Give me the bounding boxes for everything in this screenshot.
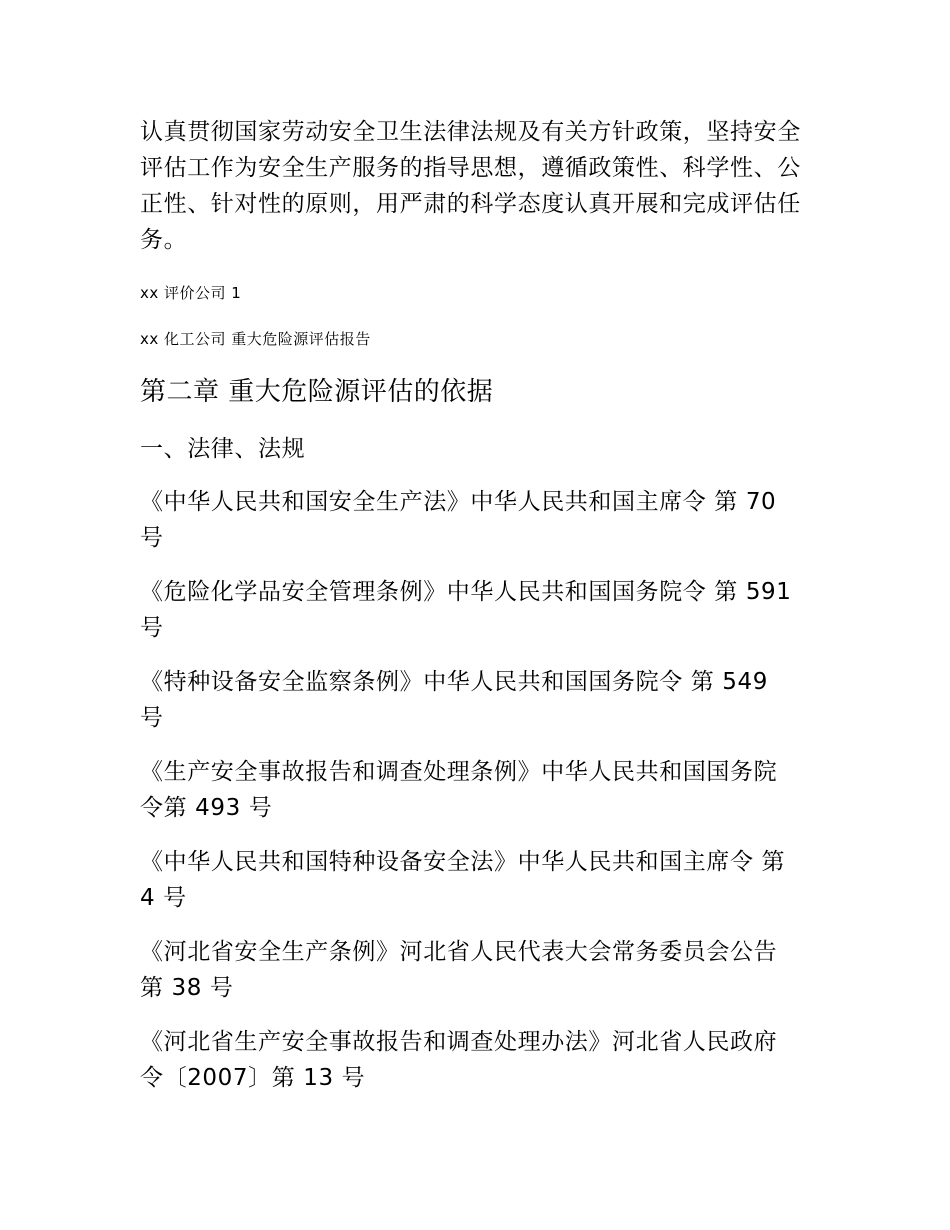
- intro-paragraph: 认真贯彻国家劳动安全卫生法律法规及有关方针政策，坚持安全评估工作为安全生产服务的指导思想，遵循政策性、科学性、公正性、针对性的原则，用严肃的科学态度认真开展和完成评估任务。: [140, 119, 801, 253]
- report-title-line: xx 化工公司 重大危险源评估报告: [140, 330, 371, 348]
- law-item-line1: 《河北省生产安全事故报告和调查处理办法》河北省人民政府: [140, 1029, 778, 1055]
- law-item-line1: 《中华人民共和国安全生产法》中华人民共和国主席令 第 70: [140, 489, 777, 515]
- law-item: [140, 934, 820, 1006]
- chapter-title: 第二章 重大危险源评估的依据: [140, 377, 494, 407]
- law-item-line2: 号: [140, 705, 164, 731]
- law-item-line1: 《特种设备安全监察条例》中华人民共和国国务院令 第 549: [140, 669, 768, 695]
- law-item-line2: 令〔2007〕第 13 号: [140, 1065, 366, 1091]
- section-title: 一、法律、法规: [140, 436, 306, 462]
- law-item: [140, 484, 820, 556]
- law-item-line1: 《中华人民共和国特种设备安全法》中华人民共和国主席令 第: [140, 849, 786, 875]
- law-item: [140, 574, 820, 646]
- law-item-line2: 令第 493 号: [140, 795, 273, 821]
- law-item-line2: 号: [140, 525, 164, 551]
- law-item-line2: 第 38 号: [140, 975, 234, 1001]
- law-item-line1: 《生产安全事故报告和调查处理条例》中华人民共和国国务院: [140, 759, 778, 785]
- law-item-line1: 《危险化学品安全管理条例》中华人民共和国国务院令 第 591: [140, 579, 792, 605]
- law-item: [140, 664, 820, 736]
- law-item-line2: 号: [140, 615, 164, 641]
- law-list: [140, 484, 820, 1114]
- law-item: [140, 844, 820, 916]
- law-item-line1: 《河北省安全生产条例》河北省人民代表大会常务委员会公告: [140, 939, 778, 965]
- law-item-line2: 4 号: [140, 885, 187, 911]
- law-item: [140, 754, 820, 826]
- page-header: xx 评价公司 1: [140, 284, 242, 302]
- law-item: [140, 1024, 820, 1096]
